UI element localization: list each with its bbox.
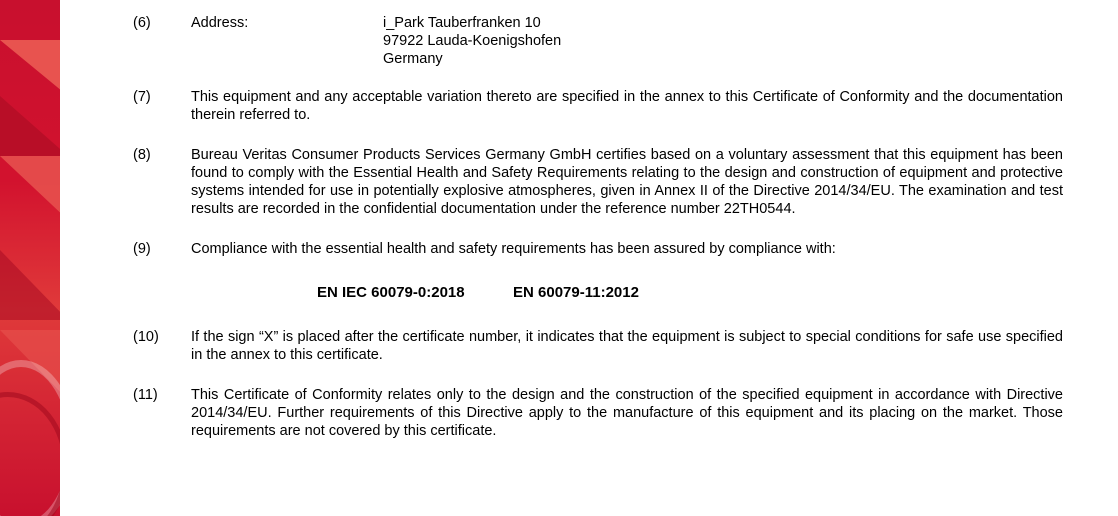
address-label: Address: <box>191 15 249 31</box>
spacer-top <box>68 0 1118 14</box>
band-triangle-2 <box>0 96 68 156</box>
address-value <box>383 14 1063 68</box>
address-row <box>191 14 1063 68</box>
decorative-left-band <box>0 0 68 516</box>
address-line-1: i_Park Tauberfranken 10 <box>383 15 541 31</box>
address-line-3: Germany <box>383 51 443 67</box>
spacer-7-8 <box>68 124 1118 146</box>
clause-6-body <box>191 14 1118 68</box>
spacer-10-11 <box>68 364 1118 386</box>
clause-7-text: This equipment and any acceptable variation thereto are specified in the annex to this Certificate of Conformity and the documentation therein referred to. <box>191 89 1063 123</box>
clause-8 <box>68 146 1118 218</box>
spacer-8-9 <box>68 218 1118 240</box>
clause-6 <box>68 14 1118 68</box>
clause-11 <box>68 386 1118 440</box>
clause-10-text: If the sign “X” is placed after the certificate number, it indicates that the equipment is subject to special conditions for safe use specified in the annex to this certificate. <box>191 329 1063 363</box>
standard-2: EN 60079-11:2012 <box>513 284 639 301</box>
band-triangle-4 <box>0 250 68 320</box>
clause-9 <box>68 240 1118 258</box>
band-white-edge <box>60 0 68 516</box>
clause-6-number: (6) <box>133 15 151 31</box>
clause-8-number: (8) <box>133 147 151 163</box>
clause-11-text: This Certificate of Conformity relates only to the design and the construction of the specified equipment in accordance with Directive 2014/34/EU. Further requirements of this Directive apply to the manufacture of this equipment and its placing on the market. Those requirements are not covered by this certificate. <box>191 387 1063 439</box>
clause-10 <box>68 328 1118 364</box>
band-triangle-1 <box>0 40 68 96</box>
clause-9-text: Compliance with the essential health and safety requirements has been assured by compliance with: <box>191 241 836 257</box>
clause-9-number: (9) <box>133 241 151 257</box>
standard-1: EN IEC 60079-0:2018 <box>317 284 465 301</box>
clause-11-number: (11) <box>133 387 158 403</box>
clause-7-number: (7) <box>133 89 151 105</box>
standards-row <box>68 284 1118 302</box>
address-line-2: 97922 Lauda-Koenigshofen <box>383 33 562 49</box>
certificate-body <box>68 0 1118 516</box>
clause-10-number: (10) <box>133 329 159 345</box>
spacer-6-7 <box>68 68 1118 88</box>
clause-8-text: Bureau Veritas Consumer Products Services Germany GmbH certifies based on a voluntary assessment that this equipment has been found to comply with the Essential Health and Safety Requirements relating to the design and construction of equipment and protective systems intended for use in potentially explosive atmospheres, given in Annex II of the Directive 2014/34/EU. The examination and test results are recorded in the confidential documentation under the reference number 22TH0544. <box>191 147 1063 217</box>
clause-7 <box>68 88 1118 124</box>
band-triangle-3 <box>0 156 68 220</box>
